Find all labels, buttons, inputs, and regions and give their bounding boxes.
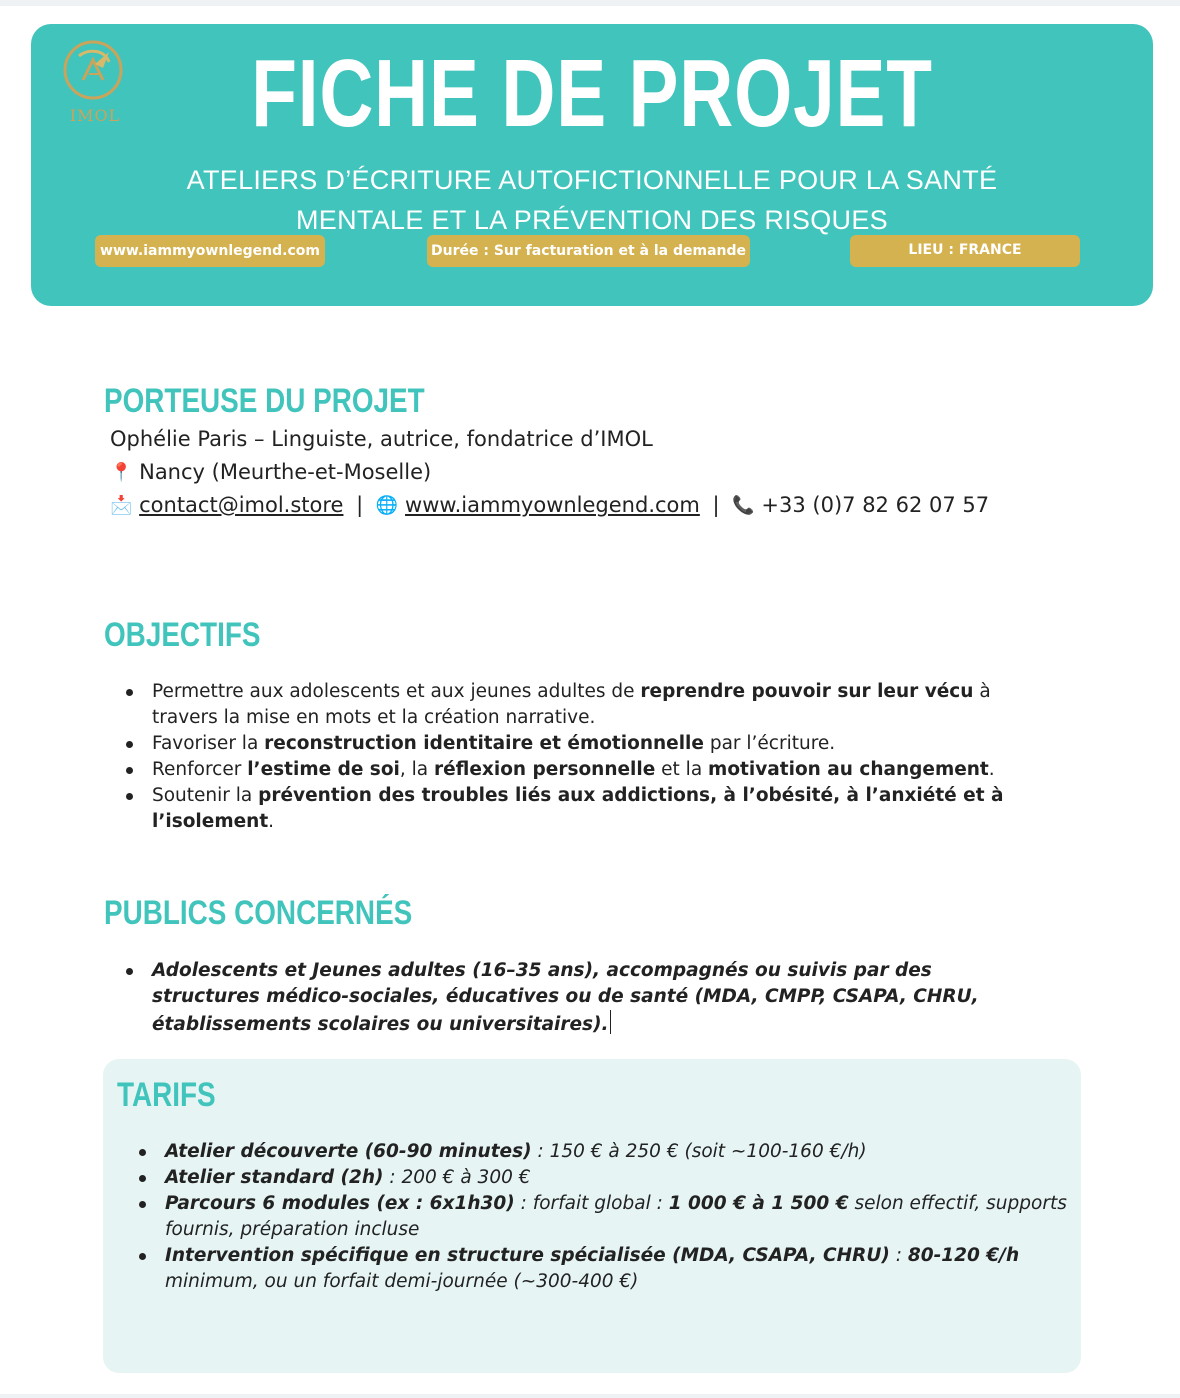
list-item: Atelier standard (2h) : 200 € à 300 € (117, 1165, 1067, 1191)
page-title: FICHE DE PROJET (251, 40, 933, 147)
list-item: Favoriser la reconstruction identitaire et émotionnelle par l’écriture. (104, 731, 1034, 757)
location-line (110, 457, 431, 488)
duration-pill: Durée : Sur facturation et à la demande (427, 235, 750, 267)
text-cursor (610, 1010, 612, 1034)
page-top-edge (0, 0, 1180, 6)
separator: | (356, 493, 364, 517)
list-item[interactable]: Adolescents et Jeunes adultes (16–35 ans), accompagnés ou suivis par des structures médico-sociales, éducatives ou de santé (MDA, CMPP, CSAPA, CHRU, établissements scolaires ou universitaires). (104, 958, 1034, 1038)
subtitle-line-2: MENTALE ET LA PRÉVENTION DES RISQUES (296, 205, 888, 235)
imol-logo (59, 34, 131, 125)
location-text: Nancy (Meurthe-et-Moselle) (139, 460, 432, 484)
list-item: Parcours 6 modules (ex : 6x1h30) : forfait global : 1 000 € à 1 500 € selon effectif, supports fournis, préparation incluse (117, 1191, 1067, 1243)
phone-number: +33 (0)7 82 62 07 57 (761, 493, 990, 517)
list-item: Soutenir la prévention des troubles liés aux addictions, à l’obésité, à l’anxiété et à l’isolement. (104, 783, 1034, 835)
publics-title: PUBLICS CONCERNÉS (104, 894, 413, 932)
publics-list[interactable] (104, 958, 1034, 1038)
logo-text: IMOL (69, 106, 121, 125)
list-item: Renforcer l’estime de soi, la réflexion personnelle et la motivation au changement. (104, 757, 1034, 783)
website-link[interactable]: www.iammyownlegend.com (405, 493, 700, 517)
logo-emblem-icon (59, 34, 131, 106)
list-item: Atelier découverte (60-90 minutes) : 150 € à 250 € (soit ~100-160 €/h) (117, 1139, 1067, 1165)
separator: | (712, 493, 720, 517)
objectifs-title: OBJECTIFS (104, 616, 261, 654)
list-item: Intervention spécifique en structure spécialisée (MDA, CSAPA, CHRU) : 80-120 €/h minimum, ou un forfait demi-journée (~300-400 €) (117, 1243, 1067, 1295)
mailbox-icon: 📩 (110, 495, 133, 516)
header-banner (31, 24, 1153, 306)
website-pill[interactable]: www.iammyownlegend.com (95, 235, 325, 267)
tarifs-box (103, 1059, 1081, 1373)
objectifs-list (104, 679, 1034, 835)
phone-icon: 📞 (732, 495, 755, 516)
email-link[interactable]: contact@imol.store (139, 493, 344, 517)
page-bottom-edge (0, 1394, 1180, 1398)
subtitle-line-1: ATELIERS D’ÉCRITURE AUTOFICTIONNELLE POUR LA SANTÉ (186, 165, 998, 195)
list-item: Permettre aux adolescents et aux jeunes adultes de reprendre pouvoir sur leur vécu à travers la mise en mots et la création narrative. (104, 679, 1034, 731)
page-subtitle (171, 160, 1013, 240)
contact-line (110, 490, 989, 521)
pin-icon: 📍 (110, 462, 133, 483)
tarifs-title: TARIFS (117, 1076, 216, 1114)
location-pill: LIEU : FRANCE (850, 235, 1080, 267)
porteuse-title: PORTEUSE DU PROJET (104, 382, 425, 420)
tarifs-list (117, 1139, 1067, 1295)
project-owner-line: Ophélie Paris – Linguiste, autrice, fondatrice d’IMOL (110, 427, 653, 451)
globe-icon: 🌐 (375, 495, 399, 516)
